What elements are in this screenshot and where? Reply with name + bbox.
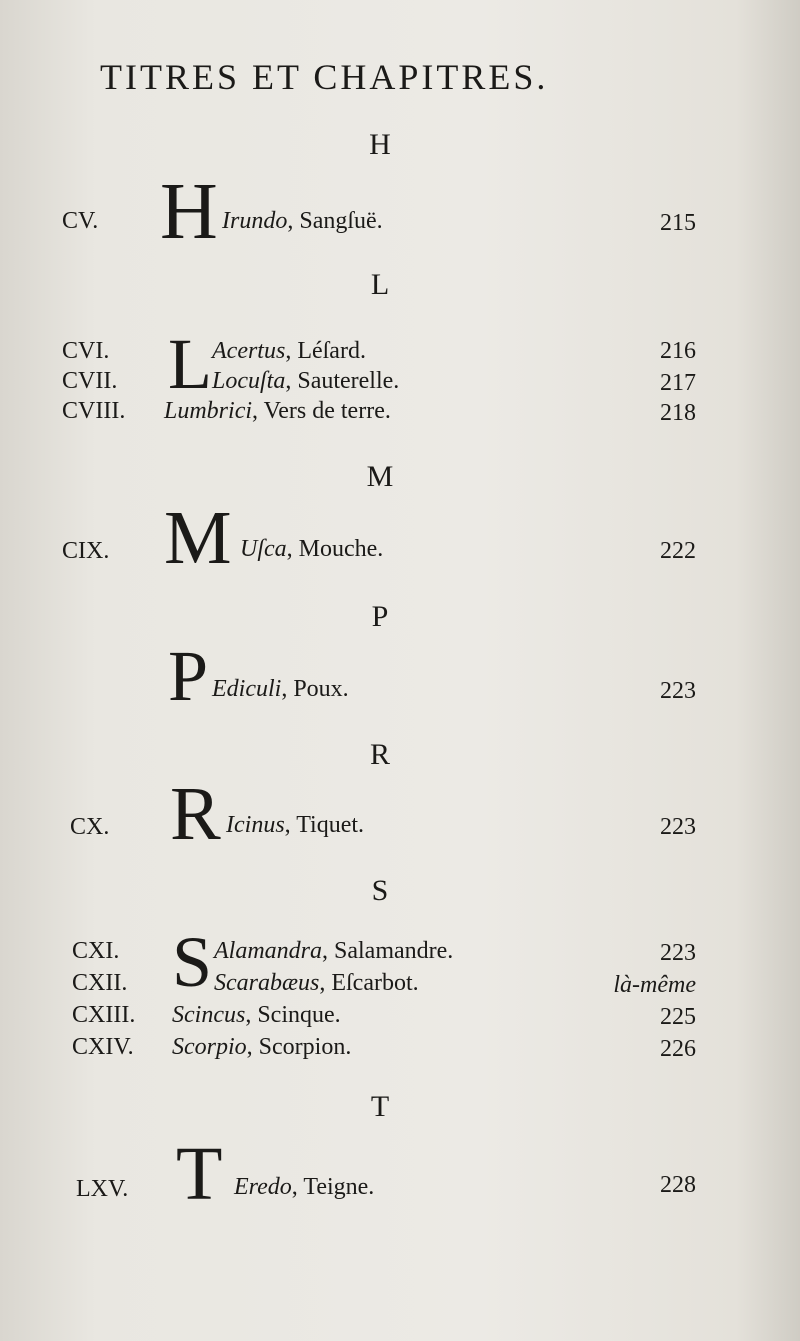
list-item bbox=[240, 536, 383, 563]
section-letter-p: P bbox=[371, 600, 389, 633]
section-letter-t: T bbox=[370, 1090, 390, 1123]
french-name: , Léſard. bbox=[285, 338, 366, 364]
drop-cap-t: T bbox=[176, 1132, 223, 1216]
list-item bbox=[226, 812, 364, 839]
page-number: 226 bbox=[660, 1036, 696, 1062]
latin-name: Uſca bbox=[240, 536, 287, 562]
latin-name: Scorpio bbox=[172, 1034, 247, 1060]
page-number: 216 bbox=[660, 338, 696, 364]
latin-name: Locuſta bbox=[212, 368, 286, 394]
chapter-number: CV. bbox=[62, 208, 99, 234]
chapter-number: CVIII. bbox=[62, 398, 126, 424]
drop-cap-l: L bbox=[168, 324, 212, 404]
page-number: là-même bbox=[613, 972, 696, 998]
list-item bbox=[172, 1034, 351, 1061]
page-number: 215 bbox=[660, 210, 696, 236]
page-number: 228 bbox=[660, 1172, 696, 1198]
french-name: , Vers de terre. bbox=[252, 398, 391, 424]
list-item bbox=[212, 338, 366, 365]
section-letter-h: H bbox=[369, 128, 391, 161]
french-name: , Teigne. bbox=[291, 1174, 375, 1200]
french-name: , Scinque. bbox=[245, 1002, 341, 1028]
list-item bbox=[212, 368, 399, 395]
list-item bbox=[172, 1002, 341, 1029]
section-letter-s: S bbox=[371, 874, 389, 907]
french-name: , Eſcarbot. bbox=[319, 970, 419, 996]
list-item bbox=[212, 676, 349, 703]
page-number: 217 bbox=[660, 370, 696, 396]
list-item bbox=[214, 938, 453, 965]
section-letter-m: M bbox=[366, 460, 394, 493]
page-number: 225 bbox=[660, 1004, 696, 1030]
chapter-number: CX. bbox=[70, 814, 110, 840]
drop-cap-r: R bbox=[170, 772, 221, 856]
page-number: 223 bbox=[660, 814, 696, 840]
latin-name: Lumbrici bbox=[164, 398, 253, 424]
chapter-number: CXII. bbox=[72, 970, 128, 996]
latin-name: Alamandra bbox=[214, 938, 322, 964]
french-name: , Mouche. bbox=[286, 536, 384, 562]
french-name: , Salamandre. bbox=[322, 938, 454, 964]
french-name: , Sauterelle. bbox=[285, 368, 400, 394]
chapter-number: CXIII. bbox=[72, 1002, 136, 1028]
drop-cap-m: M bbox=[164, 496, 232, 580]
latin-name: Scincus bbox=[172, 1002, 246, 1028]
drop-cap-h: H bbox=[160, 168, 218, 256]
french-name: , Scorpion. bbox=[246, 1034, 352, 1060]
chapter-number: CXI. bbox=[72, 938, 120, 964]
french-name: , Poux. bbox=[281, 676, 349, 702]
french-name: , Sangſuë. bbox=[287, 208, 383, 234]
drop-cap-p: P bbox=[168, 636, 209, 716]
latin-name: Acertus bbox=[212, 338, 286, 364]
chapter-number: LXV. bbox=[76, 1176, 129, 1202]
chapter-number: CXIV. bbox=[72, 1034, 134, 1060]
section-letter-r: R bbox=[369, 738, 390, 771]
list-item bbox=[164, 398, 391, 425]
latin-name: Ediculi bbox=[212, 676, 282, 702]
latin-name: Eredo bbox=[234, 1174, 292, 1200]
list-item bbox=[234, 1174, 374, 1201]
drop-cap-s: S bbox=[172, 922, 213, 1002]
chapter-number: CIX. bbox=[62, 538, 110, 564]
french-name: , Tiquet. bbox=[284, 812, 365, 838]
chapter-number: CVI. bbox=[62, 338, 110, 364]
list-item bbox=[214, 970, 419, 997]
list-item bbox=[222, 208, 383, 235]
chapter-number: CVII. bbox=[62, 368, 118, 394]
page-number: 222 bbox=[660, 538, 696, 564]
latin-name: Scarabæus bbox=[214, 970, 320, 996]
page-number: 223 bbox=[660, 940, 696, 966]
latin-name: Icinus bbox=[226, 812, 285, 838]
latin-name: Irundo bbox=[222, 208, 288, 234]
page-number: 223 bbox=[660, 678, 696, 704]
page-number: 218 bbox=[660, 400, 696, 426]
page-title: TITRES ET CHAPITRES. bbox=[100, 57, 549, 97]
section-letter-l: L bbox=[370, 268, 390, 301]
